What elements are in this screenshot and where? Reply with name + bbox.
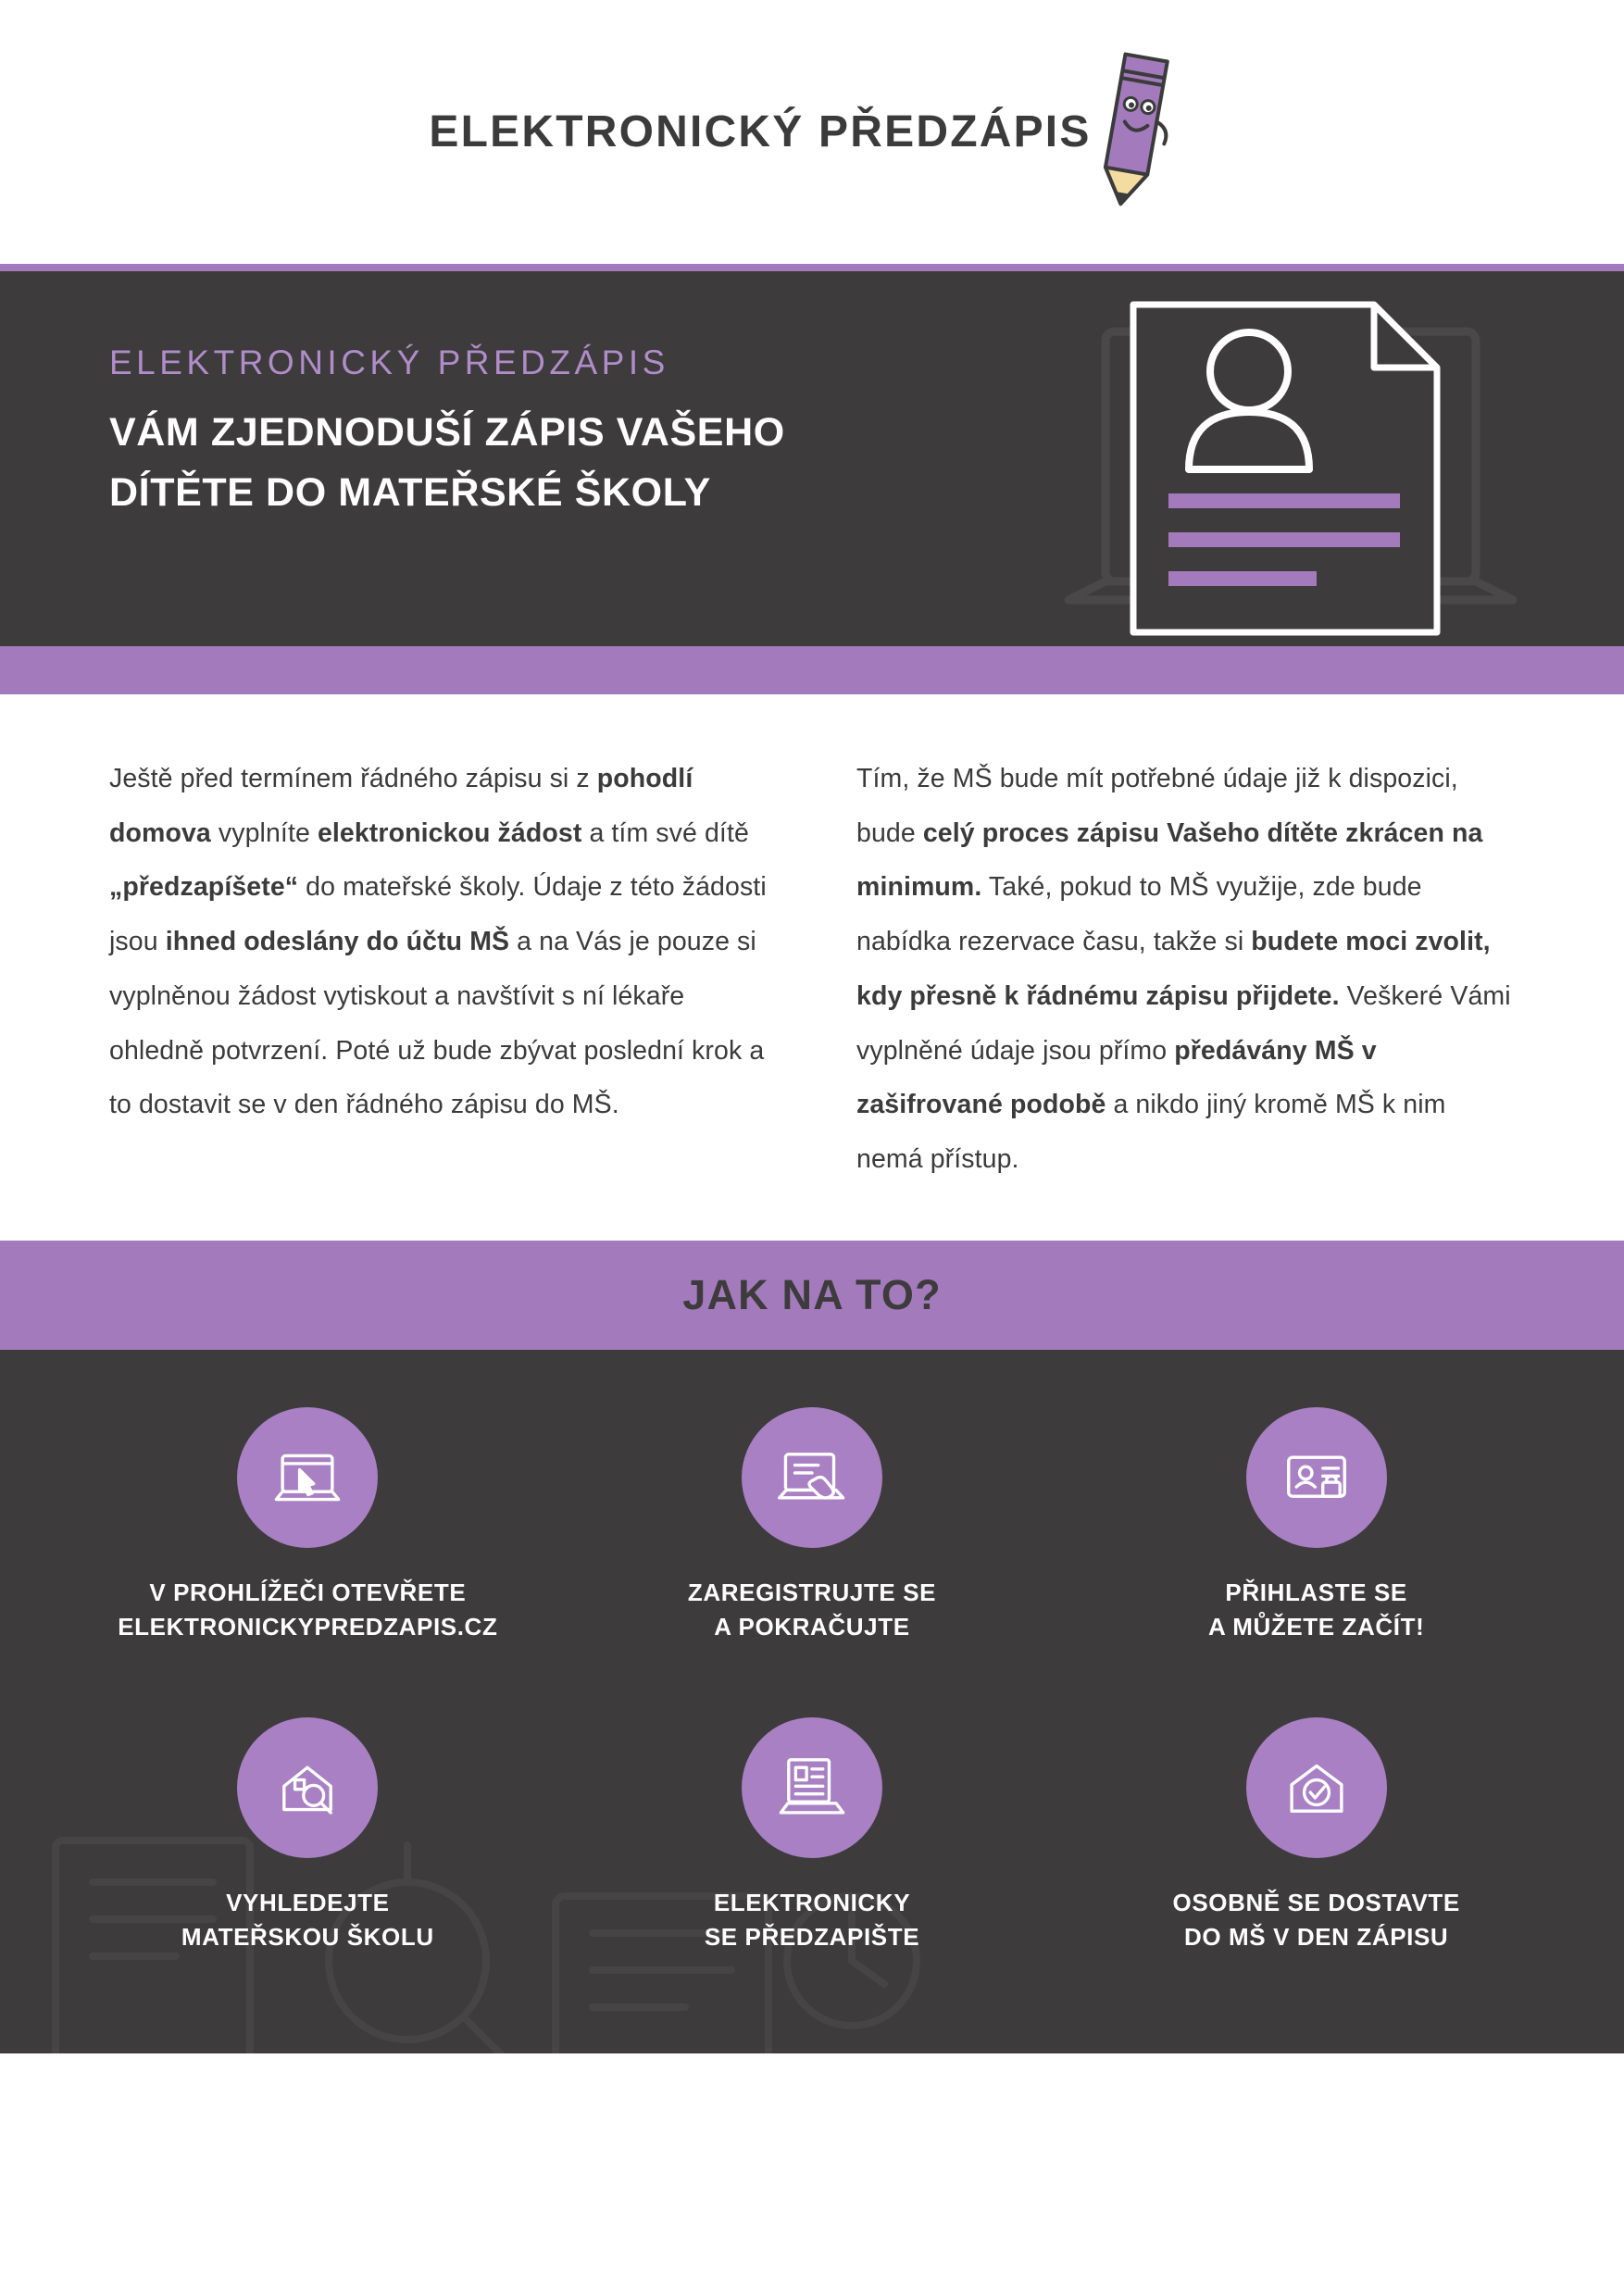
school-search-icon <box>237 1717 378 1858</box>
laptop-application-icon <box>742 1717 882 1858</box>
step-item-2 <box>560 1407 1065 1644</box>
step-label-1-line-1: V PROHLÍŽEČI OTEVŘETE <box>149 1578 467 1606</box>
step-label-2-line-2: A POKRAČUJTE <box>714 1612 910 1641</box>
school-check-icon <box>1246 1717 1387 1858</box>
step-label-5-line-1: ELEKTRONICKY <box>713 1889 911 1917</box>
step-label-5-line-2: SE PŘEDZAPIŠTE <box>704 1923 920 1952</box>
how-to-banner <box>0 1241 1624 1350</box>
logo-bar <box>0 0 1624 264</box>
step-label-3-line-2: A MŮŽETE ZAČÍT! <box>1207 1612 1425 1641</box>
how-to-steps-section <box>0 1350 1624 2053</box>
step-label-1-line-2: ELEKTRONICKYPREDZAPIS.CZ <box>118 1612 498 1641</box>
step-item-6 <box>1064 1717 1568 1954</box>
hero-purple-band <box>0 646 1624 694</box>
hero-section <box>0 271 1624 646</box>
brand-logo <box>429 44 1176 220</box>
step-label-2-line-1: ZAREGISTRUJTE SE <box>687 1578 937 1606</box>
step-item-1 <box>56 1407 560 1644</box>
laptop-form-hand-icon <box>742 1407 882 1548</box>
pencil-mascot-icon <box>1081 44 1191 231</box>
step-label-4-line-2: MATEŘSKOU ŠKOLU <box>181 1923 434 1952</box>
intro-paragraph-left: Ještě před termínem řádného zápisu si z pohodlí domova vyplníte elektronickou žádost a tím své dítě „předzapíšete“ do mateřské školy. Údaje z této žádosti jsou ihned odeslány do účtu MŠ a na Vás je pouze si vyplněnou žádost vytiskout a navštívit s ní lékaře ohledně potvrzení. Poté už bude zbývat poslední krok a to dostavit se v den řádného zápisu do MŠ. <box>109 764 767 1120</box>
step-label-6-line-1: OSOBNĚ SE DOSTAVTE <box>1172 1889 1460 1917</box>
intro-paragraph-right: Tím, že MŠ bude mít potřebné údaje již k dispozici, bude celý proces zápisu Vašeho dítěte zkrácen na minimum. Také, pokud to MŠ využije, zde bude nabídka rezervace času, takže si budete moci zvolit, kdy přesně k řádnému zápisu přijdete. Veškeré Vámi vyplněné údaje jsou přímo předávány MŠ v zašifrované podobě a nikdo jiný kromě MŠ k nim nemá přístup. <box>856 764 1511 1174</box>
step-item-3 <box>1064 1407 1568 1644</box>
step-label-6-line-2: DO MŠ V DEN ZÁPISU <box>1184 1923 1449 1952</box>
laptop-cursor-icon <box>237 1407 378 1548</box>
hero-title-line-1: VÁM ZJEDNODUŠÍ ZÁPIS VAŠEHO <box>109 410 785 455</box>
step-label-4-line-1: VYHLEDEJTE <box>226 1889 390 1917</box>
top-purple-rule <box>0 264 1624 271</box>
how-to-heading: JAK NA TO? <box>682 1270 942 1318</box>
hero-title-line-2: DÍTĚTE DO MATEŘSKÉ ŠKOLY <box>109 470 711 516</box>
login-card-lock-icon <box>1246 1407 1387 1548</box>
step-label-3-line-1: PŘIHLASTE SE <box>1225 1578 1407 1606</box>
logo-text: ELEKTRONICKÝ PŘEDZÁPIS <box>429 107 1092 156</box>
intro-text-section <box>0 694 1624 1241</box>
hero-kicker: ELEKTRONICKÝ PŘEDZÁPIS <box>109 343 669 381</box>
step-item-5 <box>560 1717 1065 1954</box>
steps-grid <box>56 1407 1568 1955</box>
step-item-4 <box>56 1717 560 1954</box>
